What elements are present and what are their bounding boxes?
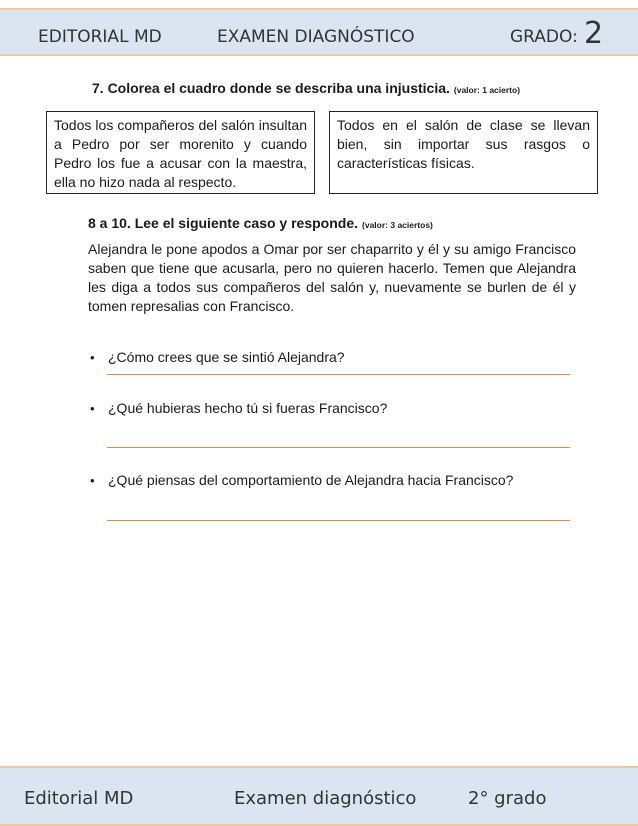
- bullet-icon: •: [90, 473, 95, 488]
- question-7-title: [92, 80, 520, 96]
- question-8-10-value: (valor: 3 aciertos): [362, 220, 433, 230]
- question-bullet-3: [90, 472, 513, 488]
- option-box-right-text: Todos en el salón de clase se llevan bien, sin importar sus rasgos o características físicas.: [337, 117, 590, 171]
- question-8-10-title: [88, 215, 433, 231]
- question-bullet-1: [90, 349, 345, 365]
- case-paragraph: Alejandra le pone apodos a Omar por ser chaparrito y él y su amigo Francisco saben que tiene que acusarla, pero no quieren hacerlo. Temen que Alejandra les diga a todos sus compañeros del salón y, nuevamente se burlen de él y tomen represalias con Francisco.: [88, 241, 576, 314]
- question-8-10-text: 8 a 10. Lee el siguiente caso y responde.: [88, 215, 359, 231]
- answer-line-1[interactable]: [107, 374, 570, 375]
- page-footer: [0, 766, 638, 826]
- question-text-2: ¿Qué hubieras hecho tú si fueras Francisco?: [108, 400, 388, 416]
- bullet-icon: •: [90, 350, 95, 365]
- option-box-injustice[interactable]: [46, 111, 315, 194]
- header-exam-title: EXAMEN DIAGNÓSTICO: [217, 27, 415, 47]
- header-publisher: EDITORIAL MD: [38, 27, 162, 47]
- page-header: [0, 8, 638, 56]
- question-7-text: 7. Colorea el cuadro donde se describa una injusticia.: [92, 80, 450, 96]
- footer-grade: 2° grado: [468, 788, 547, 809]
- question-text-3: ¿Qué piensas del comportamiento de Alejandra hacia Francisco?: [108, 472, 514, 488]
- header-grade-label: GRADO:: [510, 27, 578, 47]
- bullet-icon: •: [90, 401, 95, 416]
- header-grade-number: 2: [584, 16, 604, 51]
- option-box-fair[interactable]: [329, 111, 598, 194]
- footer-publisher: Editorial MD: [24, 788, 134, 809]
- footer-exam-title: Examen diagnóstico: [234, 788, 417, 809]
- answer-line-2[interactable]: [107, 447, 570, 448]
- question-bullet-2: [90, 400, 387, 416]
- option-box-left-text: Todos los compañeros del salón insultan a Pedro por ser morenito y cuando Pedro los fue a acusar con la maestra, ella no hizo nada al respecto.: [54, 117, 307, 190]
- question-7-value: (valor: 1 acierto): [453, 85, 521, 95]
- question-text-1: ¿Cómo crees que se sintió Alejandra?: [108, 349, 345, 365]
- answer-line-3[interactable]: [107, 520, 570, 521]
